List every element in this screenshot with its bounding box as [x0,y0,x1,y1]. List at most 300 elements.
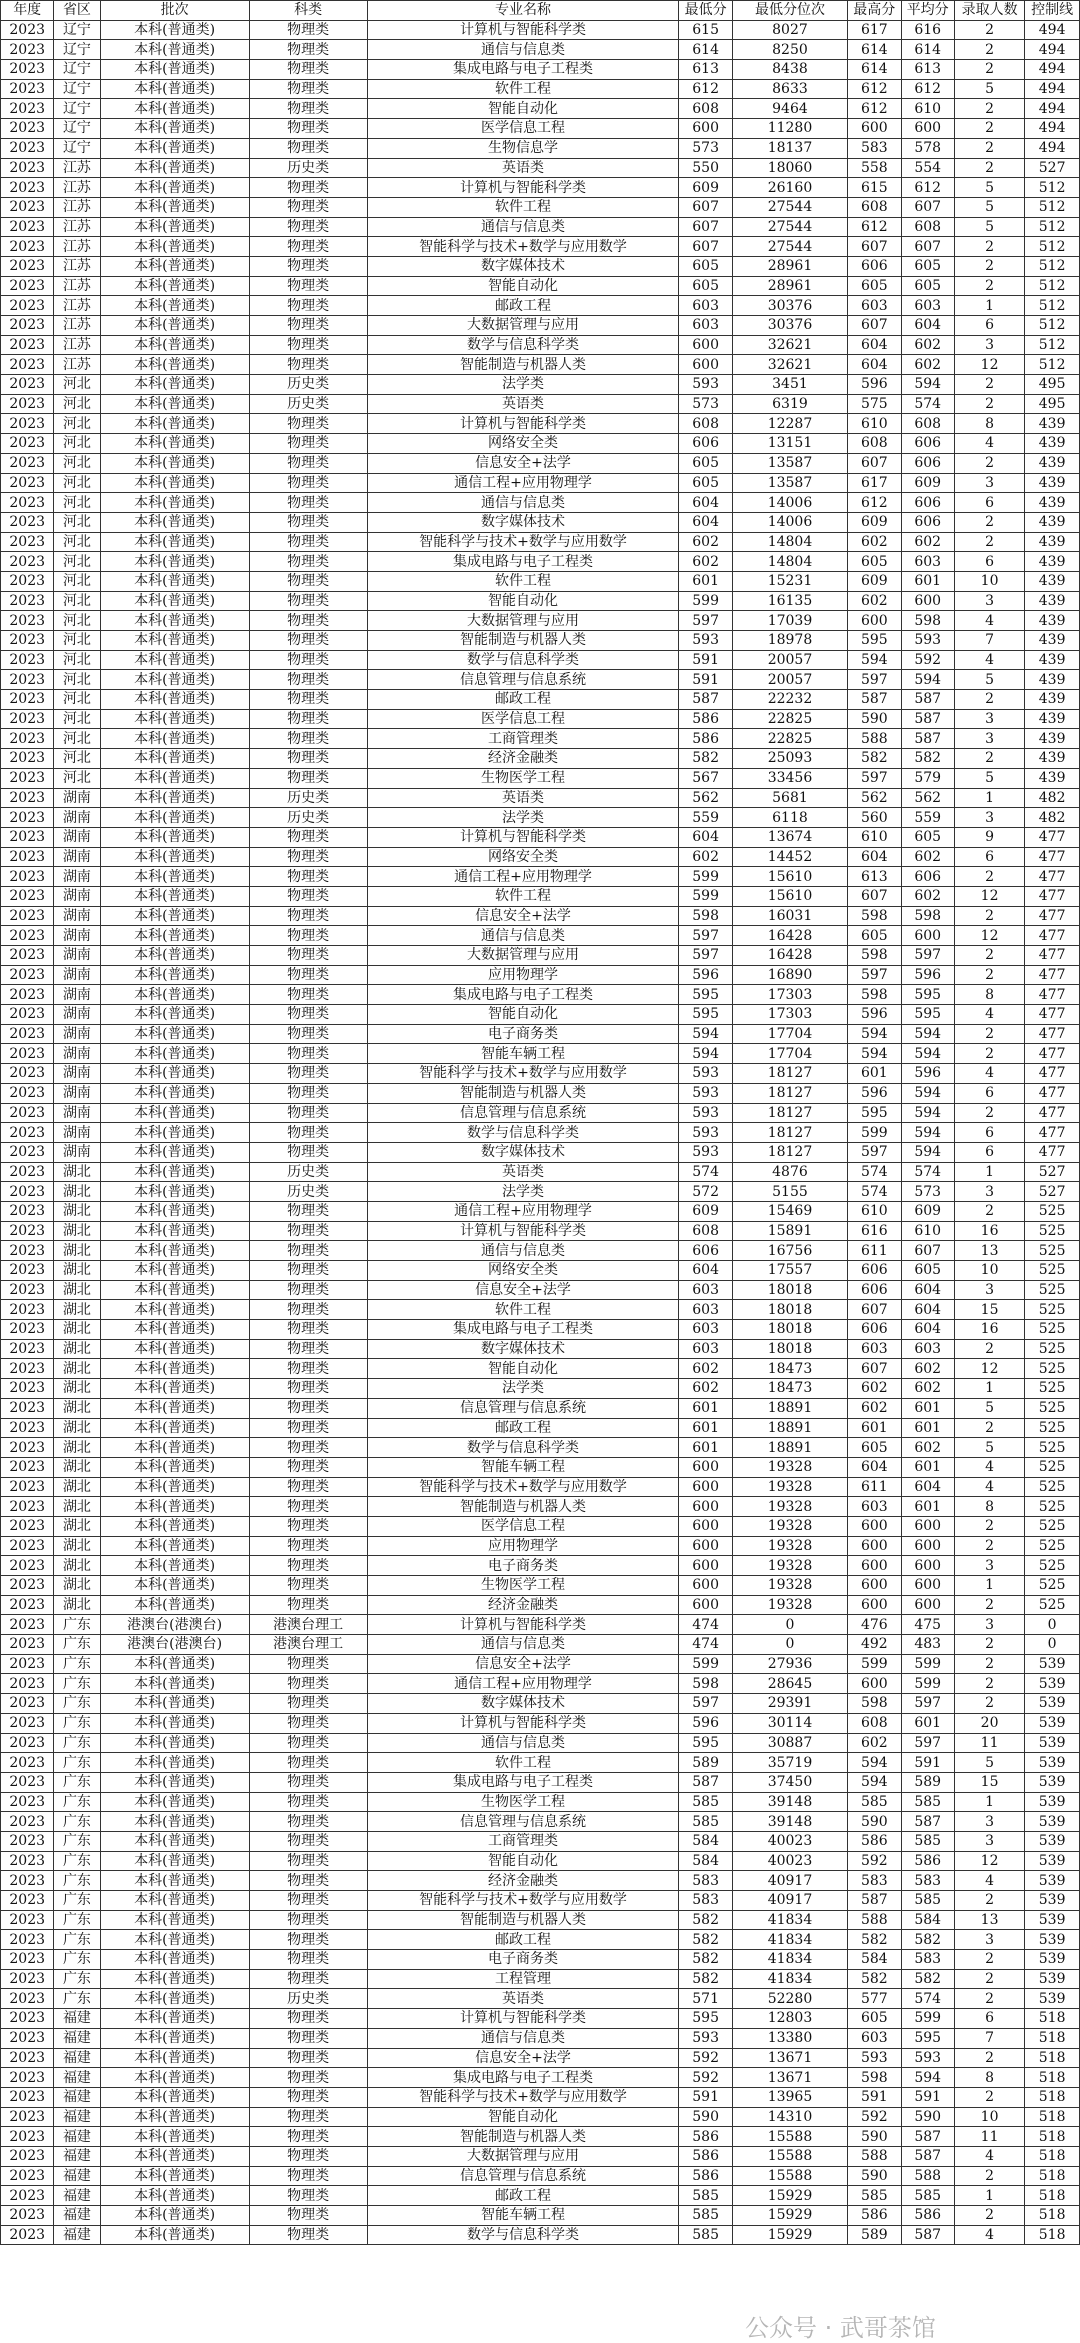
cell-min-rank: 19328 [732,1477,847,1497]
cell-control-line: 539 [1025,1831,1080,1851]
table-row [1,1123,1080,1143]
cell-min-rank: 17039 [732,611,847,631]
cell-category: 历史类 [249,394,367,414]
cell-year: 2023 [1,1792,54,1812]
cell-category: 物理类 [249,99,367,119]
cell-category: 物理类 [249,1398,367,1418]
table-row [1,2225,1080,2245]
cell-control-line: 477 [1025,1044,1080,1064]
cell-min-score: 608 [679,414,732,434]
cell-avg-score: 597 [901,946,954,966]
cell-batch: 本科(普通类) [100,1516,249,1536]
cell-avg-score: 608 [901,414,954,434]
cell-category: 物理类 [249,1713,367,1733]
cell-avg-score: 587 [901,690,954,710]
table-row [1,473,1080,493]
cell-max-score: 612 [848,79,901,99]
cell-control-line: 525 [1025,1241,1080,1261]
cell-major: 通信与信息类 [367,1733,679,1753]
cell-enrolled: 11 [954,2127,1024,2147]
cell-enrolled: 2 [954,1674,1024,1694]
cell-batch: 本科(普通类) [100,453,249,473]
cell-min-score: 572 [679,1182,732,1202]
cell-enrolled: 6 [954,493,1024,513]
cell-province: 广东 [54,1989,100,2009]
cell-batch: 本科(普通类) [100,1950,249,1970]
cell-batch: 本科(普通类) [100,1772,249,1792]
cell-enrolled: 3 [954,1615,1024,1635]
cell-major: 计算机与智能科学类 [367,178,679,198]
cell-enrolled: 16 [954,1320,1024,1340]
cell-min-score: 584 [679,1851,732,1871]
cell-province: 广东 [54,1812,100,1832]
cell-category: 物理类 [249,1871,367,1891]
cell-batch: 本科(普通类) [100,1851,249,1871]
cell-max-score: 594 [848,1753,901,1773]
cell-min-score: 600 [679,1536,732,1556]
cell-enrolled: 2 [954,1201,1024,1221]
cell-avg-score: 603 [901,552,954,572]
cell-min-rank: 13674 [732,827,847,847]
cell-min-rank: 5681 [732,788,847,808]
cell-min-score: 593 [679,1083,732,1103]
cell-min-score: 593 [679,2028,732,2048]
cell-min-rank: 14804 [732,552,847,572]
cell-control-line: 518 [1025,2225,1080,2245]
cell-year: 2023 [1,1221,54,1241]
cell-province: 福建 [54,2028,100,2048]
cell-category: 物理类 [249,1005,367,1025]
table-row [1,60,1080,80]
cell-year: 2023 [1,79,54,99]
cell-control-line: 518 [1025,2028,1080,2048]
cell-major: 通信工程+应用物理学 [367,867,679,887]
cell-max-score: 587 [848,1891,901,1911]
cell-major: 电子商务类 [367,1024,679,1044]
cell-avg-score: 607 [901,1241,954,1261]
cell-avg-score: 587 [901,1812,954,1832]
cell-max-score: 586 [848,2206,901,2226]
cell-batch: 本科(普通类) [100,375,249,395]
cell-year: 2023 [1,985,54,1005]
cell-max-score: 606 [848,1280,901,1300]
cell-min-score: 604 [679,512,732,532]
cell-min-rank: 13671 [732,2048,847,2068]
cell-min-rank: 18018 [732,1320,847,1340]
cell-enrolled: 4 [954,650,1024,670]
cell-control-line: 439 [1025,650,1080,670]
table-row [1,1694,1080,1714]
cell-major: 智能制造与机器人类 [367,631,679,651]
cell-control-line: 439 [1025,591,1080,611]
cell-category: 港澳台理工 [249,1635,367,1655]
cell-batch: 本科(普通类) [100,197,249,217]
cell-control-line: 539 [1025,1851,1080,1871]
cell-category: 物理类 [249,768,367,788]
cell-max-score: 602 [848,1379,901,1399]
cell-batch: 本科(普通类) [100,217,249,237]
cell-control-line: 512 [1025,237,1080,257]
cell-province: 广东 [54,1615,100,1635]
cell-category: 物理类 [249,729,367,749]
cell-major: 智能科学与技术+数学与应用数学 [367,1477,679,1497]
cell-category: 物理类 [249,1320,367,1340]
cell-min-rank: 29391 [732,1694,847,1714]
table-row [1,1989,1080,2009]
cell-year: 2023 [1,1871,54,1891]
table-row [1,335,1080,355]
cell-control-line: 525 [1025,1280,1080,1300]
cell-category: 物理类 [249,1457,367,1477]
cell-category: 物理类 [249,1103,367,1123]
cell-enrolled: 2 [954,1694,1024,1714]
cell-province: 湖南 [54,788,100,808]
cell-control-line: 439 [1025,611,1080,631]
cell-min-score: 599 [679,1654,732,1674]
cell-enrolled: 2 [954,1950,1024,1970]
cell-year: 2023 [1,2146,54,2166]
cell-control-line: 525 [1025,1556,1080,1576]
table-row [1,886,1080,906]
cell-enrolled: 12 [954,926,1024,946]
cell-province: 辽宁 [54,138,100,158]
cell-control-line: 439 [1025,690,1080,710]
table-row [1,158,1080,178]
cell-avg-score: 616 [901,20,954,40]
cell-control-line: 525 [1025,1536,1080,1556]
cell-major: 英语类 [367,394,679,414]
cell-category: 物理类 [249,1556,367,1576]
table-row [1,394,1080,414]
cell-min-score: 599 [679,886,732,906]
cell-enrolled: 5 [954,1753,1024,1773]
cell-major: 工商管理类 [367,1831,679,1851]
cell-enrolled: 10 [954,571,1024,591]
cell-major: 生物医学工程 [367,1576,679,1596]
cell-min-rank: 8027 [732,20,847,40]
cell-major: 大数据管理与应用 [367,611,679,631]
cell-control-line: 525 [1025,1320,1080,1340]
cell-control-line: 525 [1025,1516,1080,1536]
table-row [1,808,1080,828]
cell-avg-score: 604 [901,1320,954,1340]
cell-category: 物理类 [249,473,367,493]
cell-province: 广东 [54,1792,100,1812]
cell-year: 2023 [1,40,54,60]
cell-min-score: 595 [679,1005,732,1025]
cell-avg-score: 604 [901,1300,954,1320]
cell-year: 2023 [1,493,54,513]
cell-control-line: 525 [1025,1595,1080,1615]
cell-batch: 本科(普通类) [100,611,249,631]
cell-batch: 本科(普通类) [100,2028,249,2048]
cell-year: 2023 [1,296,54,316]
cell-major: 软件工程 [367,1753,679,1773]
cell-category: 物理类 [249,827,367,847]
cell-min-rank: 8633 [732,79,847,99]
cell-control-line: 439 [1025,670,1080,690]
cell-category: 物理类 [249,1831,367,1851]
cell-min-score: 603 [679,1339,732,1359]
cell-major: 邮政工程 [367,690,679,710]
cell-max-score: 600 [848,1536,901,1556]
cell-province: 河北 [54,375,100,395]
table-row [1,1812,1080,1832]
cell-control-line: 525 [1025,1457,1080,1477]
cell-province: 辽宁 [54,40,100,60]
cell-batch: 本科(普通类) [100,2225,249,2245]
cell-min-rank: 19328 [732,1556,847,1576]
cell-year: 2023 [1,1044,54,1064]
cell-control-line: 518 [1025,2186,1080,2206]
cell-year: 2023 [1,1339,54,1359]
cell-province: 湖南 [54,1005,100,1025]
cell-min-score: 615 [679,20,732,40]
cell-category: 物理类 [249,256,367,276]
cell-min-score: 605 [679,473,732,493]
cell-avg-score: 587 [901,729,954,749]
cell-year: 2023 [1,611,54,631]
cell-control-line: 539 [1025,1969,1080,1989]
cell-year: 2023 [1,690,54,710]
cell-control-line: 539 [1025,1753,1080,1773]
cell-major: 集成电路与电子工程类 [367,985,679,1005]
cell-batch: 本科(普通类) [100,1024,249,1044]
table-row [1,1182,1080,1202]
cell-category: 物理类 [249,1969,367,1989]
cell-avg-score: 599 [901,2009,954,2029]
cell-major: 数学与信息科学类 [367,1123,679,1143]
cell-max-score: 574 [848,1182,901,1202]
cell-avg-score: 604 [901,1477,954,1497]
cell-category: 物理类 [249,1497,367,1517]
cell-batch: 本科(普通类) [100,1418,249,1438]
cell-batch: 本科(普通类) [100,276,249,296]
cell-major: 信息安全+法学 [367,453,679,473]
cell-control-line: 525 [1025,1438,1080,1458]
cell-avg-score: 610 [901,99,954,119]
cell-year: 2023 [1,1064,54,1084]
cell-year: 2023 [1,1654,54,1674]
table-row [1,709,1080,729]
cell-min-score: 605 [679,256,732,276]
cell-max-score: 604 [848,847,901,867]
cell-avg-score: 585 [901,1831,954,1851]
cell-min-score: 586 [679,729,732,749]
cell-min-rank: 15929 [732,2186,847,2206]
cell-province: 江苏 [54,276,100,296]
cell-enrolled: 2 [954,867,1024,887]
cell-max-score: 585 [848,1792,901,1812]
cell-min-score: 600 [679,355,732,375]
cell-major: 智能车辆工程 [367,1457,679,1477]
cell-enrolled: 2 [954,375,1024,395]
cell-category: 物理类 [249,985,367,1005]
cell-category: 物理类 [249,1280,367,1300]
cell-province: 河北 [54,414,100,434]
cell-control-line: 477 [1025,1064,1080,1084]
cell-province: 湖南 [54,867,100,887]
header-max-score: 最高分 [848,1,901,21]
cell-min-score: 602 [679,847,732,867]
cell-province: 辽宁 [54,60,100,80]
cell-avg-score: 609 [901,1201,954,1221]
cell-max-score: 607 [848,1359,901,1379]
cell-category: 物理类 [249,552,367,572]
table-row [1,1201,1080,1221]
cell-batch: 本科(普通类) [100,1910,249,1930]
table-row [1,532,1080,552]
cell-batch: 本科(普通类) [100,886,249,906]
cell-min-score: 586 [679,2166,732,2186]
cell-batch: 本科(普通类) [100,20,249,40]
cell-control-line: 439 [1025,434,1080,454]
cell-batch: 本科(普通类) [100,709,249,729]
cell-province: 河北 [54,611,100,631]
cell-category: 物理类 [249,2206,367,2226]
cell-province: 湖北 [54,1438,100,1458]
cell-category: 物理类 [249,493,367,513]
cell-province: 湖北 [54,1241,100,1261]
cell-year: 2023 [1,1280,54,1300]
cell-avg-score: 602 [901,1438,954,1458]
cell-category: 物理类 [249,650,367,670]
cell-enrolled: 2 [954,1969,1024,1989]
cell-province: 辽宁 [54,79,100,99]
cell-min-rank: 33456 [732,768,847,788]
cell-batch: 本科(普通类) [100,1753,249,1773]
cell-year: 2023 [1,670,54,690]
cell-avg-score: 600 [901,1516,954,1536]
cell-enrolled: 2 [954,532,1024,552]
cell-year: 2023 [1,867,54,887]
watermark: 公众号 · 武哥茶馆 [745,2314,936,2342]
cell-max-score: 600 [848,611,901,631]
cell-avg-score: 600 [901,1536,954,1556]
table-row [1,2127,1080,2147]
cell-max-score: 613 [848,867,901,887]
cell-avg-score: 594 [901,1044,954,1064]
cell-max-score: 562 [848,788,901,808]
cell-category: 物理类 [249,1024,367,1044]
cell-avg-score: 601 [901,1713,954,1733]
cell-max-score: 597 [848,1142,901,1162]
cell-min-score: 603 [679,1300,732,1320]
cell-min-rank: 15929 [732,2225,847,2245]
cell-min-rank: 19328 [732,1457,847,1477]
cell-province: 湖南 [54,1103,100,1123]
cell-enrolled: 5 [954,670,1024,690]
cell-category: 物理类 [249,1083,367,1103]
cell-min-rank: 52280 [732,1989,847,2009]
cell-category: 物理类 [249,1950,367,1970]
cell-min-score: 613 [679,60,732,80]
cell-min-score: 597 [679,1694,732,1714]
cell-control-line: 527 [1025,158,1080,178]
cell-province: 福建 [54,2225,100,2245]
cell-max-score: 584 [848,1950,901,1970]
cell-max-score: 587 [848,690,901,710]
cell-enrolled: 7 [954,2028,1024,2048]
cell-avg-score: 594 [901,375,954,395]
cell-category: 物理类 [249,1064,367,1084]
cell-control-line: 477 [1025,886,1080,906]
cell-category: 物理类 [249,2087,367,2107]
table-row [1,1871,1080,1891]
cell-enrolled: 8 [954,985,1024,1005]
cell-max-score: 590 [848,1812,901,1832]
cell-max-score: 599 [848,1654,901,1674]
cell-year: 2023 [1,650,54,670]
cell-year: 2023 [1,827,54,847]
cell-year: 2023 [1,158,54,178]
cell-enrolled: 1 [954,296,1024,316]
table-row [1,237,1080,257]
cell-min-score: 593 [679,1103,732,1123]
cell-avg-score: 606 [901,453,954,473]
table-row [1,1615,1080,1635]
cell-min-score: 573 [679,138,732,158]
cell-max-score: 583 [848,1871,901,1891]
cell-min-rank: 30887 [732,1733,847,1753]
cell-enrolled: 12 [954,886,1024,906]
cell-batch: 本科(普通类) [100,965,249,985]
table-row [1,355,1080,375]
header-min-score: 最低分 [679,1,732,21]
cell-max-score: 560 [848,808,901,828]
cell-major: 数字媒体技术 [367,256,679,276]
cell-enrolled: 4 [954,1005,1024,1025]
cell-min-rank: 0 [732,1635,847,1655]
cell-avg-score: 592 [901,650,954,670]
cell-enrolled: 10 [954,2107,1024,2127]
cell-major: 集成电路与电子工程类 [367,552,679,572]
cell-control-line: 482 [1025,788,1080,808]
cell-category: 物理类 [249,1891,367,1911]
cell-max-score: 617 [848,473,901,493]
cell-batch: 本科(普通类) [100,1221,249,1241]
table-row [1,1733,1080,1753]
cell-category: 物理类 [249,2225,367,2245]
cell-min-score: 600 [679,1497,732,1517]
cell-max-score: 590 [848,709,901,729]
cell-max-score: 602 [848,591,901,611]
cell-province: 广东 [54,1969,100,1989]
cell-min-score: 600 [679,1457,732,1477]
cell-major: 法学类 [367,1182,679,1202]
cell-avg-score: 588 [901,2166,954,2186]
cell-avg-score: 593 [901,2048,954,2068]
cell-major: 智能科学与技术+数学与应用数学 [367,237,679,257]
cell-min-rank: 15231 [732,571,847,591]
cell-category: 物理类 [249,1438,367,1458]
cell-major: 计算机与智能科学类 [367,414,679,434]
cell-control-line: 482 [1025,808,1080,828]
cell-province: 湖北 [54,1320,100,1340]
cell-batch: 本科(普通类) [100,473,249,493]
cell-min-score: 598 [679,906,732,926]
cell-control-line: 527 [1025,1182,1080,1202]
cell-max-score: 600 [848,1595,901,1615]
cell-min-rank: 18127 [732,1064,847,1084]
cell-major: 数学与信息科学类 [367,335,679,355]
table-row [1,1142,1080,1162]
table-row [1,1792,1080,1812]
cell-avg-score: 599 [901,1654,954,1674]
cell-control-line: 494 [1025,138,1080,158]
cell-enrolled: 1 [954,1792,1024,1812]
cell-avg-score: 574 [901,1989,954,2009]
